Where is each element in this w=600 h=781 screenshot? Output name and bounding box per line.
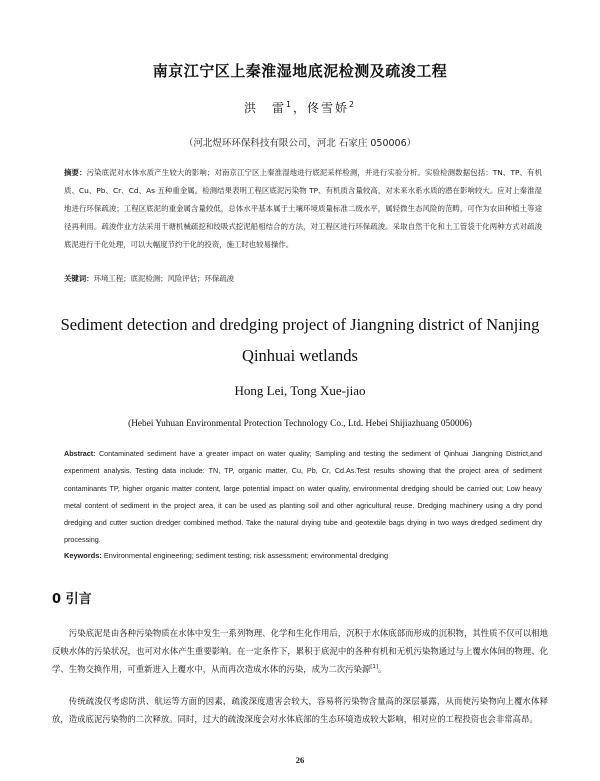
english-keywords-text: Environmental engineering; sediment testing; risk assessment; environmental dredging (101, 551, 389, 560)
chinese-authors (0, 99, 600, 116)
chinese-keywords-label: 关键词： (64, 274, 94, 283)
chinese-abstract (64, 164, 542, 254)
english-abstract-label: Abstract: (64, 449, 96, 458)
paragraph-1-end: 。 (377, 664, 387, 674)
page-number: 26 (295, 755, 305, 765)
body-paragraph-2: 传统疏浚仅考虑防洪、航运等方面的因素，疏浚深度遗害会较大，容易将污染物含量高的深层暴露，从而使污染物向上覆水体释放，造成底泥污染物的二次释放。同时，过大的疏浚深度会对水体底部的生态环境造成较大影响，相对应的工程投资也会非常高昂。 (52, 696, 548, 724)
author-1-affil-mark: 1 (286, 100, 293, 109)
chinese-affiliation: （河北煜环环保科技有限公司，河北 石家庄 050006） (183, 138, 417, 149)
chinese-keywords-text: 环境工程；底泥检测；风险评估；环保疏浚 (93, 274, 235, 283)
chinese-title: 南京江宁区上秦淮湿地底泥检测及疏浚工程 (152, 62, 448, 80)
author-separator: ， (292, 101, 307, 115)
english-abstract-text: Contaminated sediment have a greater impact on water quality; Sampling and testing the sediment of Qinhuai Jiangning District,and experiment analysis. Testing data include: TN, TP, organic matter, Cu, Pb, Cr, Cd.As.Test results showing that the project area of sediment contaminants TP, higher organic matter content, large potential impact on water quality, environmental dredging should be carried out; Low heavy metal content of sediment in the project area, it can be used as planting soil and other agricultural reuse. Dredging machinery using a dry pond dredging and cutter suction dredger combined method. Take the natural drying tube and geotextile bags drying in two ways dredged sediment dry processing. (64, 449, 542, 545)
paragraph-1-text: 污染底泥是由各种污染物质在水体中发生一系列物理、化学和生化作用后，沉积于水体底部而形成的沉积物，其性质不仅可以相地反映水体的污染状况，也可对水体产生重要影响。在一定条件下，累积于底泥中的各种有机和无机污染物通过与上覆水体间的物理、化学、生物交换作用，可重新进入上覆水中，从而再次造成水体的污染，成为二次污染源 (52, 628, 548, 674)
english-keywords (64, 551, 542, 560)
body-paragraph-1 (52, 624, 548, 678)
chinese-keywords (64, 273, 542, 284)
chinese-abstract-text: 污染底泥对水体水质产生较大的影响；对南京江宁区上秦淮湿地进行底泥采样检测，并进行实验分析。实验检测数据包括：TN、TP、有机质、Cu、Pb、Cr、Cd、As 五种重金属。检测结果表明工程区底泥污染物 TP、有机质含量较高，对未来水系水质的潜在影响较大。应对上秦淮湿地进行环保疏浚；工程区底泥的重金属含量较低，总体水平基本属于土壤环境质量标准二级水平，属轻微生态风险的范畴，可作为农田种植土等途径再利用。疏浚作业方法采用干塘机械疏挖和绞吸式挖泥船相结合的方法，对工程区进行环保疏浚。采取自然干化和土工管袋干化两种方式对疏浚底泥进行干化处理，可以大幅度节约干化的投资，施工时也较易操作。 (64, 168, 542, 249)
chinese-abstract-label: 摘要： (64, 168, 87, 177)
author-2: 佟雪娇 (307, 101, 350, 115)
english-keywords-label: Keywords: (64, 551, 102, 560)
section-heading-introduction: 0 引言 (52, 592, 92, 607)
english-authors: Hong Lei, Tong Xue-jiao (234, 383, 366, 398)
english-title: Sediment detection and dredging project of Jiangning district of Nanjing Qinhuai wetlands (60, 315, 540, 365)
english-affiliation: (Hebei Yuhuan Environmental Protection Technology Co., Ltd. Hebei Shijiazhuang 050006) (128, 419, 472, 429)
author-1: 洪 雷 (244, 101, 287, 115)
english-abstract (64, 445, 542, 549)
citation-ref-1: [1] (370, 664, 378, 671)
author-2-affil-mark: 2 (349, 100, 356, 109)
